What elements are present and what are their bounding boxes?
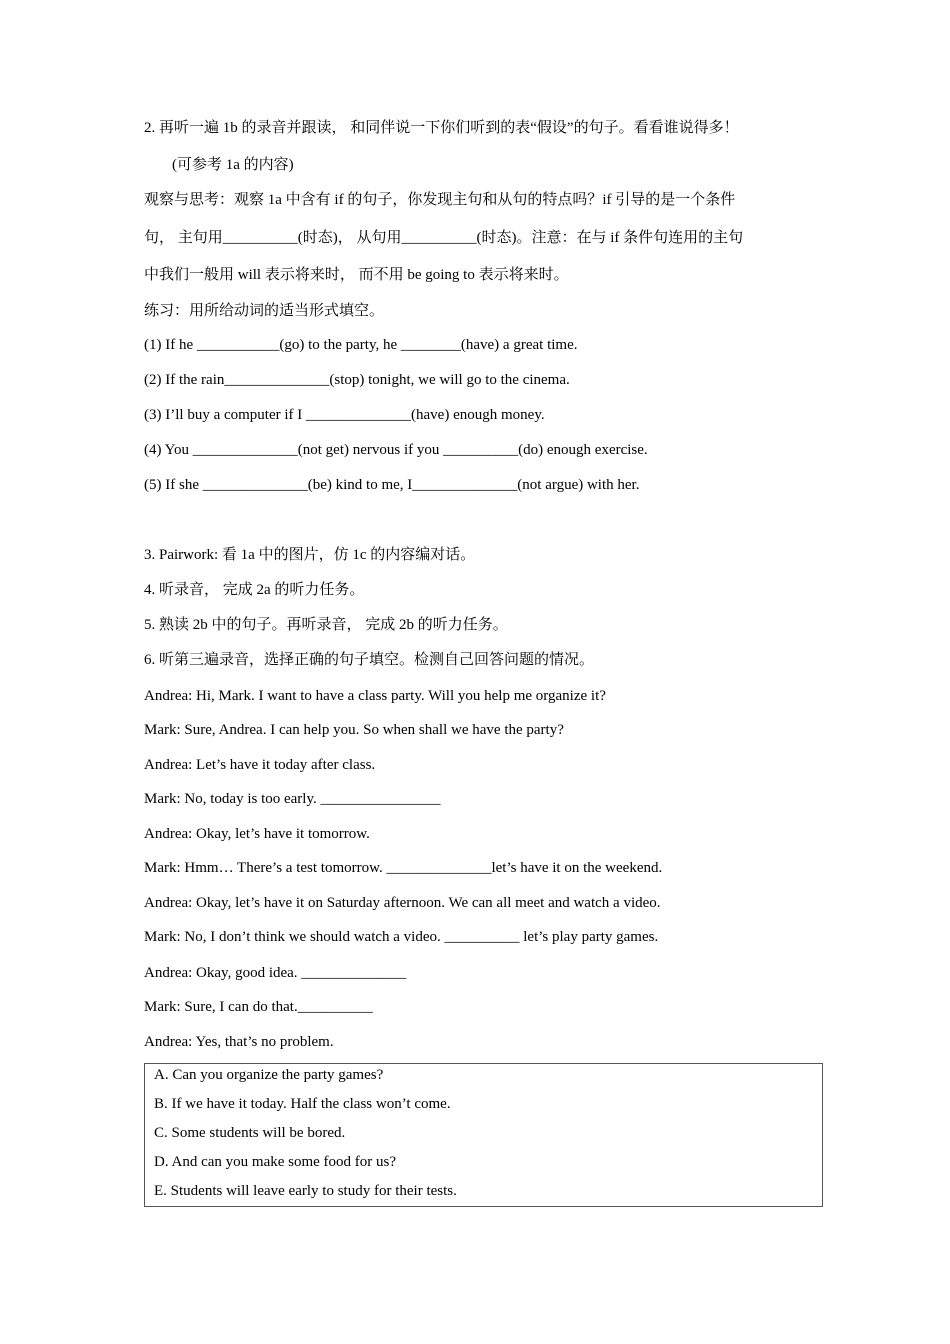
observe-line-2: 句， 主句用__________(时态)， 从句用__________(时态)。注意：在与 if 条件句连用的主句 (144, 230, 744, 246)
dialogue-line: Andrea: Okay, let’s have it tomorrow. (144, 826, 370, 842)
dialogue-line: Andrea: Okay, good idea. ______________ (144, 965, 407, 981)
practice-title: 练习：用所给动词的适当形式填空。 (144, 303, 385, 319)
task-3: 3. Pairwork: 看 1a 中的图片，仿 1c 的内容编对话。 (144, 547, 476, 563)
option-b: B. If we have it today. Half the class won’t come. (154, 1096, 451, 1112)
task-6: 6. 听第三遍录音，选择正确的句子填空。检测自己回答问题的情况。 (144, 652, 595, 668)
dialogue-line: Mark: No, today is too early. ________________ (144, 791, 441, 807)
practice-item: (3) I’ll buy a computer if I ______________(have) enough money. (144, 407, 545, 423)
option-c: C. Some students will be bored. (154, 1125, 346, 1141)
task-4: 4. 听录音， 完成 2a 的听力任务。 (144, 582, 365, 598)
task-2-line-1: 2. 再听一遍 1b 的录音并跟读， 和同伴说一下你们听到的表“假设”的句子。看看谁说得多！ (144, 120, 739, 136)
observe-line-1: 观察与思考：观察 1a 中含有 if 的句子，你发现主句和从句的特点吗？if 引导的是一个条件 (144, 192, 736, 208)
practice-item: (5) If she ______________(be) kind to me, I______________(not argue) with her. (144, 477, 640, 493)
dialogue-line: Andrea: Yes, that’s no problem. (144, 1034, 334, 1050)
dialogue-line: Mark: Hmm… There’s a test tomorrow. ______________let’s have it on the weekend. (144, 860, 663, 876)
options-box (144, 1063, 823, 1207)
dialogue-line: Mark: Sure, I can do that.__________ (144, 999, 373, 1015)
practice-item: (4) You ______________(not get) nervous if you __________(do) enough exercise. (144, 442, 648, 458)
dialogue-line: Mark: No, I don’t think we should watch a video. __________ let’s play party games. (144, 929, 659, 945)
option-d: D. And can you make some food for us? (154, 1154, 397, 1170)
observe-line-3: 中我们一般用 will 表示将来时， 而不用 be going to 表示将来时。 (144, 267, 569, 283)
dialogue-line: Andrea: Okay, let’s have it on Saturday afternoon. We can all meet and watch a video. (144, 895, 661, 911)
task-5: 5. 熟读 2b 中的句子。再听录音， 完成 2b 的听力任务。 (144, 617, 508, 633)
dialogue-line: Andrea: Hi, Mark. I want to have a class party. Will you help me organize it? (144, 688, 606, 704)
option-a: A. Can you organize the party games? (154, 1067, 384, 1083)
dialogue-line: Andrea: Let’s have it today after class. (144, 757, 376, 773)
practice-item: (1) If he ___________(go) to the party, he ________(have) a great time. (144, 337, 578, 353)
practice-item: (2) If the rain______________(stop) tonight, we will go to the cinema. (144, 372, 570, 388)
option-e: E. Students will leave early to study for their tests. (154, 1183, 457, 1199)
dialogue-line: Mark: Sure, Andrea. I can help you. So when shall we have the party? (144, 722, 564, 738)
task-2-line-2: (可参考 1a 的内容) (172, 157, 294, 173)
